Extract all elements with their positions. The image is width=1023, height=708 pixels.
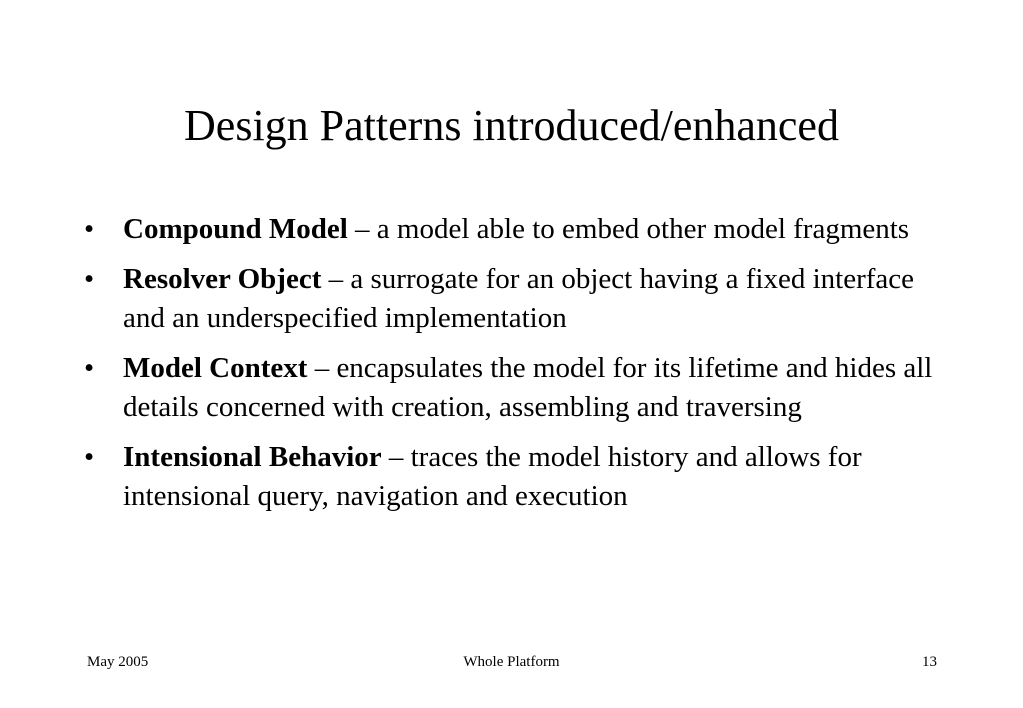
bullet-item-compound-model — [84, 210, 944, 250]
bullet-description: – a model able to embed other model fragments — [347, 213, 910, 245]
bullet-icon: • — [84, 262, 95, 295]
bullet-description: – encapsulates the model for its lifetime and hides all details concerned with creation, assembling and traversing — [123, 351, 933, 423]
footer-page-number: 13 — [922, 654, 937, 670]
footer-title: Whole Platform — [463, 654, 560, 670]
bullet-item-model-context — [84, 349, 944, 428]
bullet-term: Resolver Object — [123, 262, 322, 295]
bullet-icon: • — [84, 351, 95, 384]
bullet-description: – a surrogate for an object having a fixed interface and an underspecified implementation — [123, 262, 914, 334]
bullet-term: Compound Model — [123, 213, 348, 245]
bullet-item-resolver-object — [84, 260, 944, 339]
bullet-icon: • — [84, 440, 95, 473]
bullet-item-intensional-behavior — [84, 438, 944, 517]
footer-date: May 2005 — [87, 654, 149, 670]
bullet-description: – traces the model history and allows for intensional query, navigation and execution — [123, 440, 862, 512]
slide-title: Design Patterns introduced/enhanced — [184, 101, 839, 150]
bullet-term: Intensional Behavior — [123, 440, 382, 473]
bullet-list — [84, 210, 944, 527]
bullet-term: Model Context — [123, 351, 308, 384]
bullet-icon: • — [84, 213, 95, 245]
